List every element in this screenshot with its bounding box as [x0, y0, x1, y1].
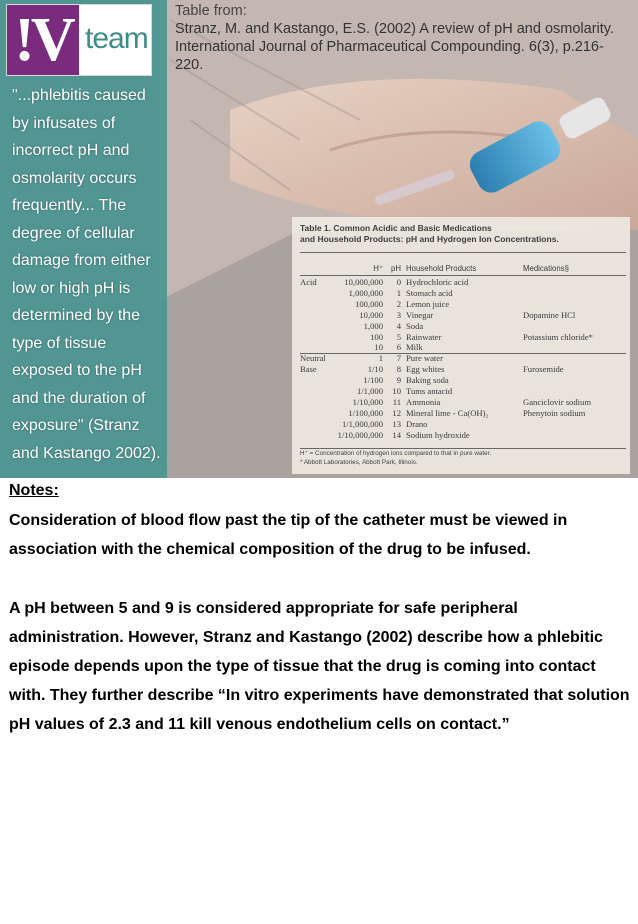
row-product: Rainwater [406, 331, 442, 342]
row-ph: 9 [396, 375, 401, 386]
row-product: Soda [406, 320, 424, 331]
col-ph: pH [391, 264, 401, 273]
table-row [292, 332, 630, 343]
row-ph: 13 [392, 418, 401, 429]
row-product: Mineral lime - Ca(OH)₂ [406, 407, 489, 418]
row-product: Milk [406, 342, 423, 353]
table-row [292, 386, 630, 397]
row-category: Acid [300, 277, 317, 287]
col-h: H⁺ [373, 264, 383, 273]
row-ph: 14 [392, 429, 401, 440]
table-title-line1: Table 1. Common Acidic and Basic Medications [300, 223, 492, 233]
table-row [292, 353, 630, 364]
row-h-concentration: 1/100,000 [348, 407, 383, 418]
row-h-concentration: 10,000 [359, 309, 383, 320]
footnote-abbott: * Abbott Laboratories, Abbott Park, Illinois. [300, 458, 418, 466]
row-product: Tums antacid [406, 386, 453, 396]
row-product: Stomach acid [406, 287, 453, 298]
row-medication: Dopamine HCl [523, 309, 576, 320]
table-row [292, 430, 630, 441]
col-medications: Medications§ [523, 264, 569, 273]
row-h-concentration: 1,000 [363, 320, 383, 331]
paragraph-gap [9, 564, 634, 593]
table-row [292, 299, 630, 310]
row-medication: Furosemide [523, 364, 564, 375]
row-h-concentration: 10,000,000 [344, 277, 383, 287]
table-row [292, 321, 630, 332]
row-ph: 1 [396, 287, 401, 298]
table-row [292, 364, 630, 375]
table-rule-top [300, 252, 626, 253]
notes-title: Notes: [9, 482, 59, 499]
table-row [292, 408, 630, 419]
row-ph: 5 [396, 331, 401, 342]
logo-iv-mark: !V [7, 5, 79, 75]
row-product: Ammonia [406, 396, 441, 407]
row-ph: 4 [396, 320, 401, 331]
row-medication: Phenytoin sodium [523, 407, 586, 418]
row-product: Drano [406, 418, 428, 429]
row-ph: 2 [396, 298, 401, 309]
row-product: Pure water [406, 353, 443, 364]
source-heading: Table from: [175, 3, 247, 19]
table-row [292, 419, 630, 430]
row-product: Hydrochloric acid [406, 277, 469, 287]
ph-table-figure [292, 217, 630, 474]
row-h-concentration: 10 [374, 342, 383, 353]
row-product: Vinegar [406, 309, 434, 320]
row-ph: 6 [396, 342, 401, 353]
row-product: Lemon juice [406, 298, 450, 309]
row-ph: 3 [396, 309, 401, 320]
row-h-concentration: 1/1,000,000 [341, 418, 383, 429]
row-h-concentration: 100,000 [355, 298, 383, 309]
notes-paragraph-2: A pH between 5 and 9 is considered appropriate for safe peripheral administration. However, Stranz and Kastango (2002) describe how a phlebitic episode depends upon the type of tissue that the drug is coming into contact with. They further describe “In vitro experiments have demonstrated that solution pH values of 2.3 and 11 kill venous endothelium cells on contact.” [9, 599, 630, 734]
table-source [175, 2, 615, 74]
row-ph: 8 [396, 364, 401, 375]
row-h-concentration: 1/1,000 [356, 386, 383, 396]
row-ph: 11 [392, 396, 401, 407]
row-medication: Ganciclovir sodium [523, 396, 592, 407]
table-footnotes [300, 450, 626, 467]
table-title [300, 223, 620, 245]
row-h-concentration: 1/100 [363, 375, 383, 386]
row-ph: 12 [392, 407, 401, 418]
row-h-concentration: 1/10,000,000 [337, 429, 383, 440]
row-h-concentration: 1/10 [367, 364, 383, 375]
table-header-row [292, 264, 630, 275]
row-medication: Potassium chloride* [523, 331, 593, 342]
table-rule-bottom [300, 448, 626, 449]
table-row [292, 288, 630, 299]
table-row [292, 310, 630, 321]
row-ph: 7 [396, 353, 401, 364]
row-h-concentration: 1,000,000 [348, 287, 383, 298]
col-products: Household Products [406, 264, 477, 273]
table-row [292, 342, 630, 353]
row-product: Egg whites [406, 364, 445, 375]
row-product: Sodium hydroxide [406, 429, 470, 440]
logo-team-text: team [85, 22, 148, 55]
row-h-concentration: 1 [378, 353, 383, 364]
row-h-concentration: 100 [370, 331, 383, 342]
iv-team-logo [6, 4, 152, 76]
source-citation: Stranz, M. and Kastango, E.S. (2002) A review of pH and osmolarity. International Journal of Pharmaceutical Compounding. 6(3), p.216-220. [175, 21, 614, 73]
row-ph: 10 [392, 386, 401, 396]
row-product: Baking soda [406, 375, 449, 386]
table-rule-header [300, 275, 626, 276]
row-h-concentration: 1/10,000 [352, 396, 383, 407]
table-row [292, 375, 630, 386]
notes-body [9, 506, 634, 740]
row-category: Base [300, 364, 317, 375]
phlebitis-quote: "...phlebitis caused by infusates of incorrect pH and osmolarity occurs frequently... The degree of cellular damage from either low or high pH is determined by the type of tissue exposed to the pH and the duration of exposure" (Stranz and Kastango 2002). [12, 87, 161, 462]
table-title-line2: and Household Products: pH and Hydrogen Ion Concentrations. [300, 234, 559, 244]
table-row [292, 397, 630, 408]
table-row [292, 277, 630, 288]
row-category: Neutral [300, 353, 326, 364]
row-ph: 0 [396, 277, 401, 287]
footnote-h: H⁺ = Concentration of hydrogen ions compared to that in pure water. [300, 450, 492, 457]
sidebar-panel [0, 0, 167, 478]
notes-paragraph-1: Consideration of blood flow past the tip of the catheter must be viewed in association with the chemical composition of the drug to be infused. [9, 512, 568, 559]
